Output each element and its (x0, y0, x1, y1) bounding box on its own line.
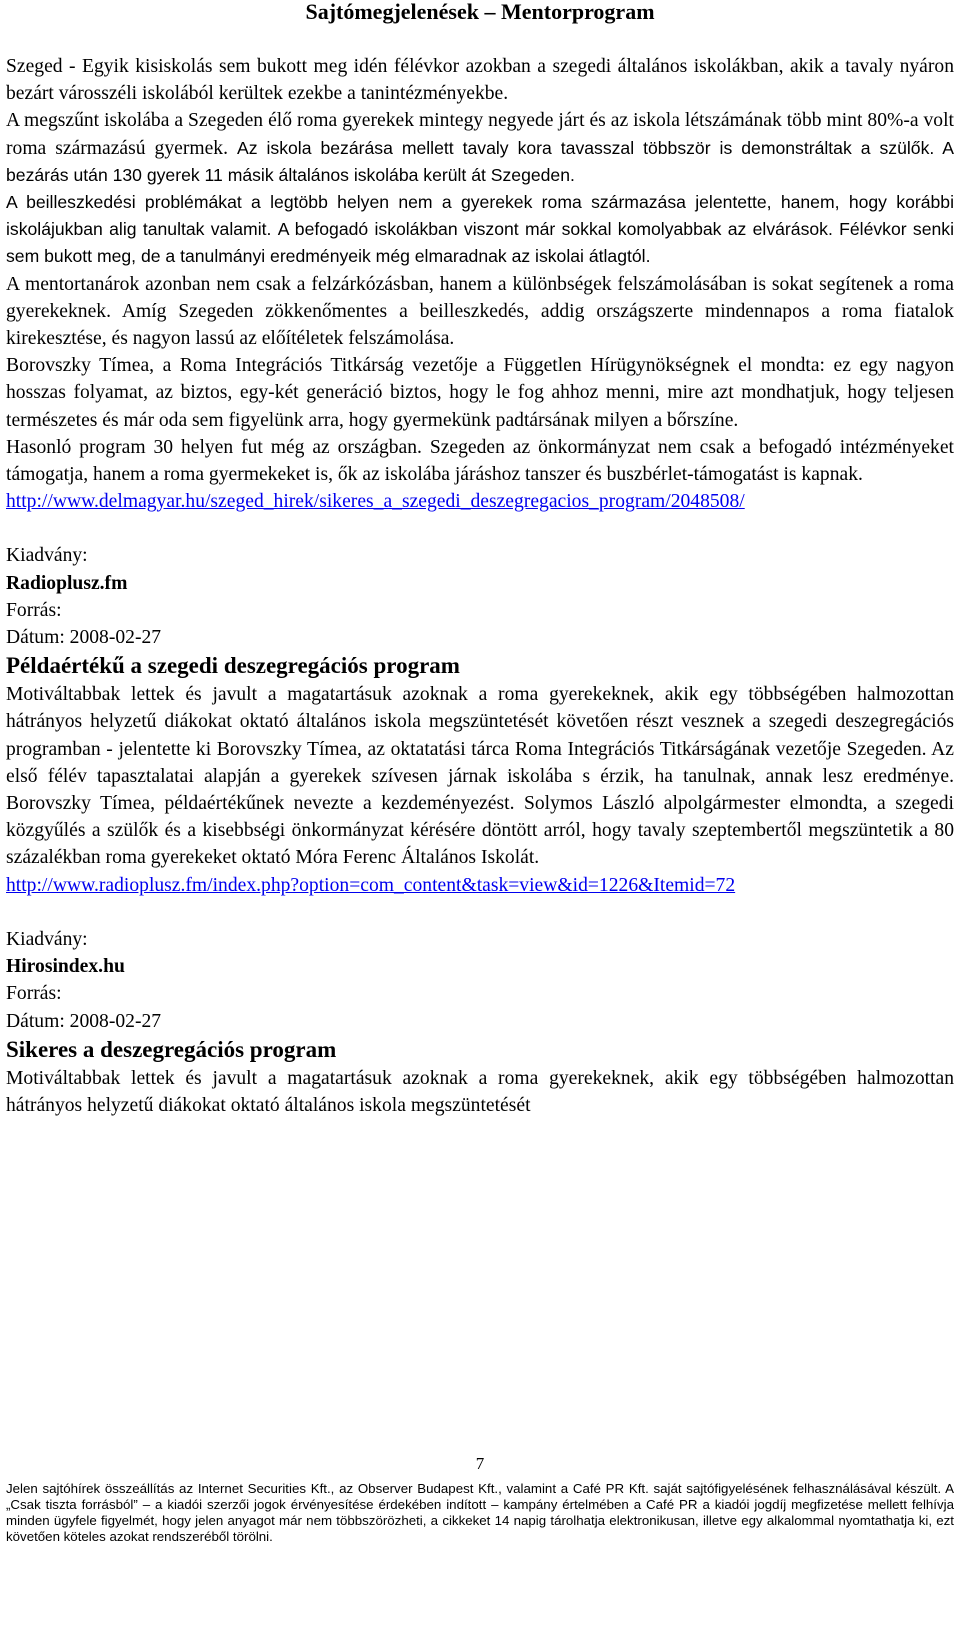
article2-kiadvany-label: Kiadvány: (6, 545, 88, 567)
article1-paragraph-4 (6, 271, 954, 353)
article3-forras-label: Forrás: (6, 983, 62, 1005)
article3-body: Motiváltabbak lettek és javult a magatartásuk azoknak a roma gyerekeknek, akik egy többségében halmozottan hátrányos helyzetű diákokat oktató általános iskola megszüntetését (6, 1067, 954, 1116)
article3-kiadvany-label: Kiadvány: (6, 928, 88, 950)
article3-title: Sikeres a deszegregációs program (6, 1036, 337, 1062)
article1-paragraph-2 (6, 107, 954, 189)
article2-title: Példaértékű a szegedi deszegregációs program (6, 653, 460, 679)
article2-date: Dátum: 2008-02-27 (6, 627, 162, 649)
article1-sentence-5: A befogadó iskolákban viszont már sokkal komolyabbak az elvárások. Félévkor senki sem bukott meg, de a tanulmányi eredményeik még elmaradnak az iskolai átlagtól. (6, 219, 954, 267)
article1-paragraph-1: Szeged - Egyik kisiskolás sem bukott meg idén félévkor azokban a szegedi általános iskolákban, akik a tavaly nyáron bezárt városszéli iskolából kerültek ezekbe a tanintézményekbe. (6, 56, 954, 105)
article2-publication-name: Radioplusz.fm (6, 572, 128, 594)
page-number: 7 (475, 1454, 485, 1473)
article1-paragraph-5: Borovszky Tímea, a Roma Integrációs Titkárság vezetője a Független Hírügynökségnek el mondta: ez egy nagyon hosszas folyamat, az biztos, egy-két generáció biztos, hogy le fog ahhoz menni, mire azt mondhatjuk, hogy teljesen természetes és már oda sem figyelünk arra, hogy gyermekünk padtársának milyen a bőrszíne. (6, 355, 954, 431)
article2-forras-label: Forrás: (6, 599, 62, 621)
article1-sentence-4: A beilleszkedési problémákat a legtöbb helyen nem a gyerekek roma származása jelentette, hanem, hogy korábbi iskolájukban alig tanultak valamit. (6, 192, 954, 240)
article1-sentence-3: Az iskola bezárása mellett tavaly kora tavasszal többször is demonstráltak a szülők. A bezárás után 130 gyerek 11 másik általános iskolába került át Szegeden. (6, 137, 954, 185)
article3-publication-name: Hirosindex.hu (6, 956, 125, 978)
article3-date: Dátum: 2008-02-27 (6, 1010, 162, 1032)
article1-paragraph-3 (6, 189, 954, 271)
article1-source-link[interactable]: http://www.delmagyar.hu/szeged_hirek/sikeres_a_szegedi_deszegregacios_program/2048508/ (6, 491, 745, 513)
footer-disclaimer: Jelen sajtóhírek összeállítás az Internet Securities Kft., az Observer Budapest Kft., valamint a Café PR Kft. saját sajtófigyelésének felhasználásával készült. A „Csak tiszta forrásból” – a kiadói szerzői jogok érvényesítése érdekében indított – kampány értelmében a Café PR a kiadói jogdíj megfizetése mellett felhívja minden ügyfele figyelmét, hogy jelen anyagot már nem többszörözheti, a cikkeket 14 napig tárolhatja elektronikusan, illetve egy alkalommal nyomtathatja ki, ezt követően köteles azokat rendszeréből törölni. (6, 1481, 954, 1544)
document-content (6, 53, 954, 1119)
article1-sentence-2: A megszűnt iskolába a Szegeden élő roma gyerekek mintegy negyede járt és az iskola létszámának több mint 80%-a volt roma származású gyermek. (6, 110, 954, 159)
article2-source-link[interactable]: http://www.radioplusz.fm/index.php?option=com_content&task=view&id=1226&Itemid=72 (6, 874, 736, 896)
article1-sentence-7: Amíg Szegeden zökkenőmentes a beilleszkedés, addig országszerte mindennapos a roma fiatalok kirekesztése, és nagyon lassú az előítéletek felszámolása. (6, 300, 954, 350)
article2-body: Motiváltabbak lettek és javult a magatartásuk azoknak a roma gyerekeknek, akik egy többségében halmozottan hátrányos helyzetű diákokat oktató általános iskola megszüntetését követően részt vesznek a szegedi deszegregációs programban - jelentette ki Borovszky Tímea, az oktatatási tárca Roma Integrációs Titkárságának vezetője Szegeden. Az első félév tapasztalatai alapján a gyerekek szívesen járnak iskolába s érzik, ha tanulnak, annak lesz eredménye. Borovszky Tímea, példaértékűnek nevezte a kezdeményezést. Solymos László alpolgármester elmondta, a szegedi közgyűlés a szülők és a kisebbségi önkormányzat kérésére döntött arról, hogy tavaly szeptembertől megszüntetik a 80 százalékban roma gyerekeket oktató Móra Ferenc Általános Iskolát. (6, 684, 954, 869)
section-spacer (6, 899, 954, 926)
page-header-title: Sajtómegjelenések – Mentorprogram (305, 0, 655, 24)
article1-sentence-6: A mentortanárok azonban nem csak a felzárkózásban, hanem a különbségek felszámolásában is sokat segítenek a roma gyerekeknek. (6, 273, 954, 322)
article1-paragraph-6: Hasonló program 30 helyen fut még az országban. Szegeden az önkormányzat nem csak a befogadó intézményeket támogatja, hanem a roma gyermekeket is, ők az iskolába járáshoz tanszer és buszbérlet-támogatást is kapnak. (6, 436, 954, 486)
section-spacer (6, 515, 954, 542)
